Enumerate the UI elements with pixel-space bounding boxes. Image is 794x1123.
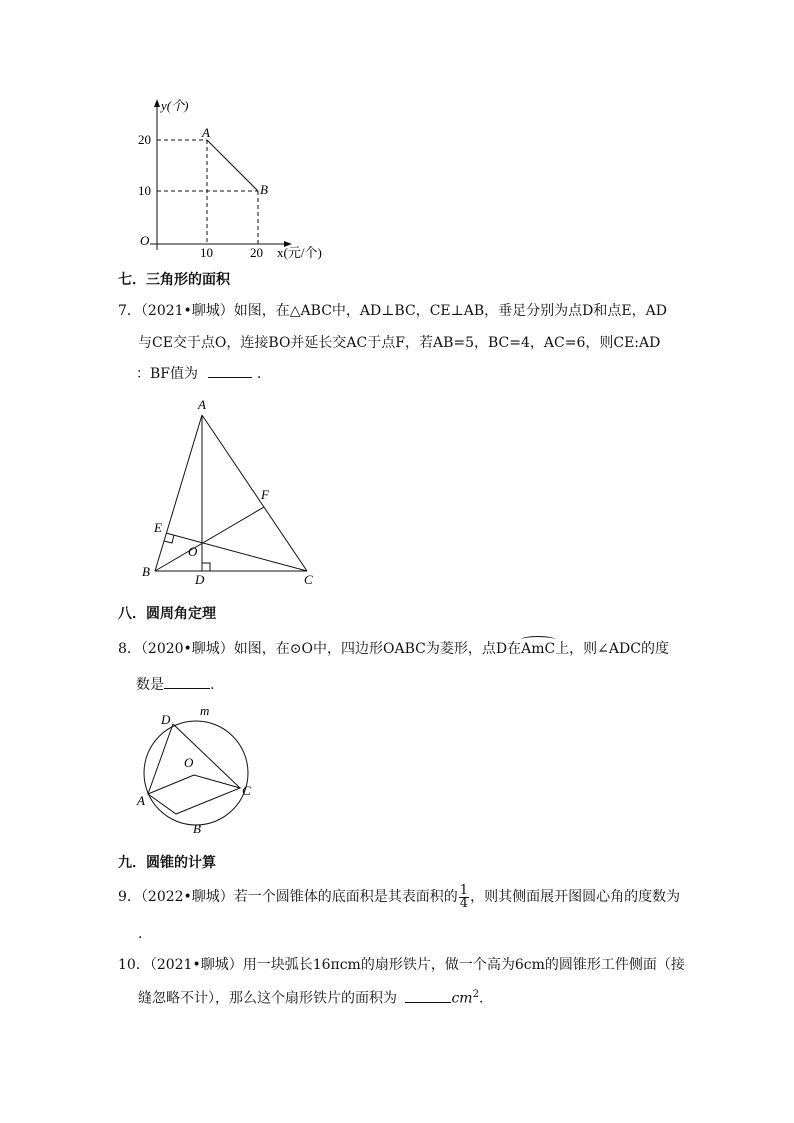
q8-line-1-post: 上，则∠ADC的度: [555, 641, 669, 657]
q10-line-2-text: 缝忽略不计），那么这个扇形铁片的面积为: [138, 990, 397, 1007]
center-o-label: O: [184, 755, 194, 770]
q8-line-1-pre: 8．（2020•聊城）如图，在⊙O中，四边形OABC为菱形，点D在: [118, 641, 522, 657]
section-7-heading: 七．三角形的面积: [118, 272, 230, 288]
point-e-label: E: [154, 520, 162, 535]
q7-answer-blank: [208, 377, 252, 378]
point-d-label: D: [195, 572, 205, 587]
x-axis-label: x(元/个): [277, 245, 322, 260]
price-quantity-graph: [130, 95, 350, 265]
q8-line-2: [136, 676, 214, 694]
point-f-label: F: [261, 487, 269, 502]
q8-line-1: [118, 640, 669, 658]
point-b-label: B: [193, 821, 201, 836]
segment-ab: [207, 140, 258, 191]
point-b-label: B: [260, 182, 268, 197]
fraction-denominator: 4: [459, 895, 469, 911]
point-o-label: O: [188, 544, 198, 559]
section-8-heading: 八．圆周角定理: [118, 606, 216, 622]
arc-amc: AmC: [521, 641, 556, 657]
y-tick-10: 10: [138, 183, 151, 198]
section-9-heading: 九．圆锥的计算: [118, 855, 216, 871]
q10-answer-blank: [405, 1002, 451, 1003]
q10-line-1: 10．（2021•聊城）用一块弧长16πcm的扇形铁片，做一个高为6cm的圆锥形工件侧面（接: [118, 957, 685, 973]
q10-unit-exponent: 2: [472, 989, 479, 1000]
y-tick-20: 20: [138, 132, 151, 147]
fraction-numerator: 1: [459, 882, 469, 898]
vertex-a-label: A: [198, 397, 206, 412]
circle-rhombus-figure: [133, 700, 263, 840]
y-axis-label: y(个): [161, 98, 189, 113]
point-a-label: A: [202, 125, 210, 140]
q9-end: .: [138, 926, 143, 942]
q7-line-1: 7．（2021•聊城）如图，在△ABC中，AD⊥BC，CE⊥AB，垂足分别为点D和点E，AD: [118, 303, 667, 319]
vertex-b-label: B: [142, 564, 150, 579]
circle-o: [144, 721, 248, 825]
q7-line-2: 与CE交于点O，连接BO并延长交AC于点F，若AB=5，BC=4，AC=6，则CE:AD: [138, 335, 661, 351]
q10-unit: cm: [451, 990, 473, 1007]
q9-line-2: [138, 925, 142, 943]
rhombus-oabc: [148, 775, 240, 814]
point-c-label: C: [242, 783, 251, 798]
triangle-abc-figure: [135, 395, 325, 590]
x-tick-20: 20: [250, 245, 263, 260]
q8-line-2-end: .: [210, 677, 215, 693]
origin-label: O: [140, 233, 150, 248]
q7-line-3-end: .: [256, 366, 262, 382]
q10-end: .: [478, 990, 484, 1007]
vertex-c-label: C: [304, 572, 313, 587]
q8-line-2-text: 数是: [136, 677, 164, 693]
side-ac: [202, 415, 307, 571]
point-d-label: D: [161, 712, 171, 727]
q10-line-2: [138, 986, 483, 1008]
q9-text-pre: 9．（2022•聊城）若一个圆锥体的底面积是其表面积的: [118, 889, 458, 905]
point-a-label: A: [137, 793, 145, 808]
q9-line: [118, 882, 680, 912]
q8-answer-blank: [164, 688, 210, 689]
q9-text-post: ，则其侧面展开图圆心角的度数为: [470, 889, 681, 905]
x-tick-10: 10: [200, 245, 213, 260]
q7-line-3-text: ：BF值为: [136, 366, 199, 382]
y-axis-arrow-icon: [154, 99, 160, 107]
fraction-one-quarter: [459, 882, 469, 911]
arc-m-label: m: [200, 703, 210, 718]
right-angle-d-icon: [202, 563, 210, 571]
q7-line-3: [136, 365, 261, 383]
